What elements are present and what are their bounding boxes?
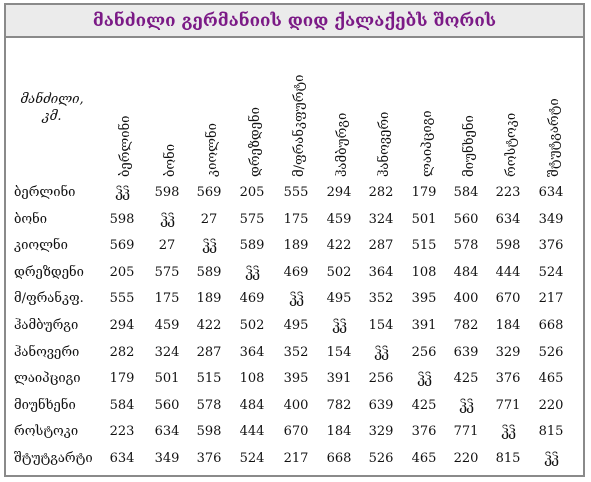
table-title: მანძილი გერმანიის დიდ ქალაქებს შორის <box>92 10 497 31</box>
distance-cell: 639 <box>368 397 394 413</box>
column-header-label: ჰამბურგი <box>335 112 350 177</box>
distance-cell: 400 <box>283 397 309 413</box>
distance-cell: 526 <box>368 451 394 466</box>
distance-cell: 495 <box>283 318 309 333</box>
distance-cell: 154 <box>368 318 394 333</box>
distance-cell: 223 <box>495 185 521 200</box>
distance-cell: 444 <box>239 424 265 440</box>
distance-cell: 634 <box>109 451 135 466</box>
row-label: ბერლინი <box>14 185 76 200</box>
distance-cell: 425 <box>453 371 479 387</box>
distance-cell: 469 <box>239 291 265 307</box>
distance-cell: 670 <box>283 424 309 440</box>
self-distance-mark: ჴჴ <box>289 291 303 308</box>
column-header-label: მიუნხენი <box>462 115 477 177</box>
table-row <box>6 209 583 235</box>
column-header-label: ლაიპციგი <box>420 110 435 177</box>
table-row <box>6 368 583 394</box>
distance-cell: 584 <box>109 397 135 413</box>
distance-cell: 189 <box>283 238 309 254</box>
distance-cell: 815 <box>495 451 521 466</box>
distance-cell: 782 <box>453 318 479 333</box>
distance-cell: 395 <box>411 291 437 307</box>
row-label: დრეზდენი <box>14 264 84 280</box>
distance-cell: 376 <box>538 238 564 254</box>
distance-cell: 422 <box>326 238 352 254</box>
self-distance-mark: ჴჴ <box>245 264 259 281</box>
distance-cell: 364 <box>368 264 394 280</box>
distance-cell: 782 <box>326 397 352 413</box>
distance-cell: 598 <box>196 424 222 440</box>
distance-cell: 578 <box>453 238 479 254</box>
row-label: კიოლნი <box>14 238 68 254</box>
distance-cell: 154 <box>326 344 352 360</box>
distance-cell: 422 <box>196 318 222 333</box>
table-row <box>6 182 583 208</box>
distance-cell: 376 <box>196 451 222 466</box>
self-distance-mark: ჴჴ <box>501 424 515 441</box>
self-distance-mark: ჴჴ <box>202 238 216 255</box>
self-distance-mark: ჴჴ <box>332 318 346 334</box>
distance-cell: 189 <box>196 291 222 307</box>
distance-cell: 108 <box>239 371 265 387</box>
table-row <box>6 421 583 447</box>
self-distance-mark: ჴჴ <box>417 371 431 388</box>
self-distance-mark: ჴჴ <box>115 185 129 201</box>
table-row <box>6 315 583 341</box>
distance-cell: 502 <box>239 318 265 333</box>
column-header-label: ბონი <box>163 143 178 177</box>
distance-cell: 217 <box>538 291 564 307</box>
table-row <box>6 395 583 421</box>
distance-cell: 179 <box>411 185 437 200</box>
distance-cell: 634 <box>538 185 564 200</box>
row-label: ლაიპციგი <box>14 371 81 387</box>
distance-cell: 220 <box>453 451 479 466</box>
corner-label-line1: მანძილი, <box>20 92 84 107</box>
row-label: ჰამბურგი <box>14 318 79 333</box>
distance-cell: 634 <box>495 211 521 227</box>
distance-cell: 205 <box>239 185 265 200</box>
row-label: ბონი <box>14 211 48 227</box>
distance-cell: 282 <box>368 185 394 200</box>
distance-cell: 484 <box>453 264 479 280</box>
distance-cell: 524 <box>538 264 564 280</box>
distance-cell: 352 <box>368 291 394 307</box>
distance-cell: 634 <box>154 424 180 440</box>
distance-cell: 27 <box>200 211 218 227</box>
distance-cell: 217 <box>283 451 309 466</box>
distance-cell: 569 <box>109 238 135 254</box>
distance-cell: 256 <box>411 344 437 360</box>
distance-cell: 349 <box>538 211 564 227</box>
distance-cell: 560 <box>154 397 180 413</box>
distance-cell: 425 <box>411 397 437 413</box>
distance-cell: 175 <box>154 291 180 307</box>
distance-cell: 329 <box>495 344 521 360</box>
distance-cell: 502 <box>326 264 352 280</box>
distance-cell: 223 <box>109 424 135 440</box>
distance-cell: 287 <box>196 344 222 360</box>
row-label: შტუტგარტი <box>14 451 93 466</box>
column-header-label: ჰანოვერი <box>377 111 392 177</box>
distance-cell: 555 <box>283 185 309 200</box>
row-label: მ/ფრანკფ. <box>14 291 84 307</box>
distance-cell: 465 <box>538 371 564 387</box>
distance-cell: 575 <box>239 211 265 227</box>
distance-cell: 364 <box>239 344 265 360</box>
column-header-label: ბერლინი <box>118 115 133 177</box>
distance-cell: 376 <box>411 424 437 440</box>
distance-cell: 324 <box>154 344 180 360</box>
distance-cell: 771 <box>495 397 521 413</box>
distance-cell: 589 <box>196 264 222 280</box>
corner-label-line2: კმ. <box>42 109 62 124</box>
table-row <box>6 288 583 314</box>
distance-cell: 515 <box>411 238 437 254</box>
distance-cell: 589 <box>239 238 265 254</box>
distance-cell: 495 <box>326 291 352 307</box>
column-header-label: დრეზდენი <box>248 107 263 177</box>
distance-cell: 598 <box>109 211 135 227</box>
distance-cell: 598 <box>154 185 180 200</box>
distance-cell: 391 <box>411 318 437 333</box>
distance-cell: 329 <box>368 424 394 440</box>
distance-cell: 352 <box>283 344 309 360</box>
table-row <box>6 448 583 474</box>
distance-cell: 205 <box>109 264 135 280</box>
distance-cell: 376 <box>495 371 521 387</box>
self-distance-mark: ჴჴ <box>544 451 558 467</box>
distance-cell: 575 <box>154 264 180 280</box>
self-distance-mark: ჴჴ <box>160 211 174 228</box>
column-header-label: კიოლნი <box>205 123 220 177</box>
distance-cell: 569 <box>196 185 222 200</box>
distance-cell: 444 <box>495 264 521 280</box>
distance-cell: 294 <box>326 185 352 200</box>
distance-cell: 670 <box>495 291 521 307</box>
corner-label <box>12 91 92 125</box>
distance-cell: 771 <box>453 424 479 440</box>
distance-cell: 815 <box>538 424 564 440</box>
column-header-label: შტუტგარტი <box>547 98 562 177</box>
column-header-label: მ/ფრანკფურტი <box>292 74 307 177</box>
distance-cell: 184 <box>495 318 521 333</box>
distance-cell: 515 <box>196 371 222 387</box>
row-label: ჰანოვერი <box>14 344 80 360</box>
row-label: მიუნხენი <box>14 397 76 413</box>
self-distance-mark: ჴჴ <box>374 344 388 361</box>
distance-cell: 282 <box>109 344 135 360</box>
distance-cell: 526 <box>538 344 564 360</box>
distance-cell: 668 <box>538 318 564 333</box>
title-bar <box>6 5 583 38</box>
distance-cell: 220 <box>538 397 564 413</box>
distance-cell: 459 <box>326 211 352 227</box>
distance-cell: 501 <box>154 371 180 387</box>
distance-cell: 459 <box>154 318 180 333</box>
distance-cell: 501 <box>411 211 437 227</box>
distance-cell: 584 <box>453 185 479 200</box>
distance-cell: 324 <box>368 211 394 227</box>
distance-cell: 524 <box>239 451 265 466</box>
self-distance-mark: ჴჴ <box>459 397 473 414</box>
distance-cell: 578 <box>196 397 222 413</box>
distance-cell: 484 <box>239 397 265 413</box>
distance-cell: 108 <box>411 264 437 280</box>
distance-table <box>4 3 585 477</box>
table-row <box>6 342 583 368</box>
distance-cell: 256 <box>368 371 394 387</box>
distance-cell: 27 <box>158 238 176 254</box>
table-row <box>6 235 583 261</box>
distance-cell: 349 <box>154 451 180 466</box>
distance-cell: 184 <box>326 424 352 440</box>
distance-cell: 668 <box>326 451 352 466</box>
distance-cell: 287 <box>368 238 394 254</box>
distance-cell: 560 <box>453 211 479 227</box>
column-header-label: როსტოკი <box>504 112 519 177</box>
distance-cell: 179 <box>109 371 135 387</box>
distance-cell: 400 <box>453 291 479 307</box>
distance-cell: 555 <box>109 291 135 307</box>
distance-cell: 598 <box>495 238 521 254</box>
distance-cell: 465 <box>411 451 437 466</box>
distance-cell: 639 <box>453 344 479 360</box>
table-row <box>6 262 583 288</box>
distance-cell: 391 <box>326 371 352 387</box>
distance-cell: 175 <box>283 211 309 227</box>
distance-cell: 294 <box>109 318 135 333</box>
distance-cell: 395 <box>283 371 309 387</box>
distance-cell: 469 <box>283 264 309 280</box>
row-label: როსტოკი <box>14 424 79 440</box>
